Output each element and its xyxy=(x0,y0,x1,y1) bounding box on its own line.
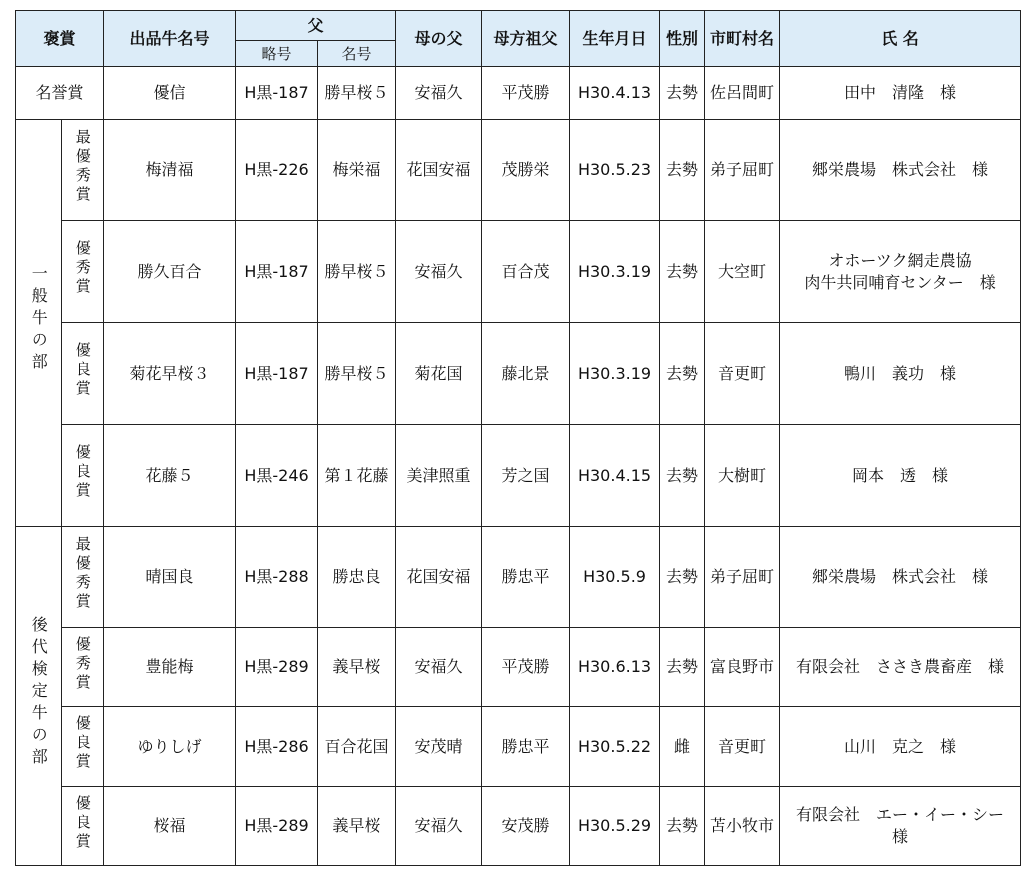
table-row xyxy=(16,323,1021,425)
award-cell: 優良賞 xyxy=(62,787,104,866)
award-cell: 優良賞 xyxy=(62,707,104,787)
municipality-cell: 音更町 xyxy=(705,707,780,787)
dam-sire-cell: 花国安福 xyxy=(396,120,482,221)
birthdate-cell: H30.5.9 xyxy=(570,527,660,628)
header-maternal-grandsire: 母方祖父 xyxy=(482,11,570,67)
grandsire-cell: 茂勝栄 xyxy=(482,120,570,221)
dam-sire-cell: 安福久 xyxy=(396,787,482,866)
grandsire-cell: 平茂勝 xyxy=(482,67,570,120)
sire-name-cell: 勝早桜５ xyxy=(318,323,396,425)
sire-name-cell: 義早桜 xyxy=(318,787,396,866)
sire-name-cell: 勝早桜５ xyxy=(318,67,396,120)
header-sire-name: 名号 xyxy=(318,41,396,67)
grandsire-cell: 勝忠平 xyxy=(482,707,570,787)
bull-name-cell: 桜福 xyxy=(104,787,236,866)
owner-cell: 山川 克之 様 xyxy=(780,707,1021,787)
table-row xyxy=(16,120,1021,221)
table-row xyxy=(16,527,1021,628)
sire-name-cell: 勝早桜５ xyxy=(318,221,396,323)
grandsire-cell: 百合茂 xyxy=(482,221,570,323)
header-birthdate: 生年月日 xyxy=(570,11,660,67)
owner-cell: 郷栄農場 株式会社 様 xyxy=(780,120,1021,221)
birthdate-cell: H30.6.13 xyxy=(570,628,660,707)
award-cell: 名誉賞 xyxy=(16,67,104,120)
header-sex: 性別 xyxy=(660,11,705,67)
table-row xyxy=(16,628,1021,707)
sire-name-cell: 義早桜 xyxy=(318,628,396,707)
sire-abbr-cell: H黒-187 xyxy=(236,67,318,120)
dam-sire-cell: 安福久 xyxy=(396,221,482,323)
birthdate-cell: H30.5.22 xyxy=(570,707,660,787)
sire-abbr-cell: H黒-288 xyxy=(236,527,318,628)
sire-name-cell: 百合花国 xyxy=(318,707,396,787)
bull-name-cell: 優信 xyxy=(104,67,236,120)
header-award: 褒賞 xyxy=(16,11,104,67)
birthdate-cell: H30.4.15 xyxy=(570,425,660,527)
bull-name-cell: ゆりしげ xyxy=(104,707,236,787)
owner-cell: 岡本 透 様 xyxy=(780,425,1021,527)
table-row xyxy=(16,707,1021,787)
grandsire-cell: 芳之国 xyxy=(482,425,570,527)
sire-abbr-cell: H黒-226 xyxy=(236,120,318,221)
owner-cell: 有限会社 ささき農畜産 様 xyxy=(780,628,1021,707)
header-sire: 父 xyxy=(236,11,396,41)
bull-name-cell: 花藤５ xyxy=(104,425,236,527)
birthdate-cell: H30.5.29 xyxy=(570,787,660,866)
sire-abbr-cell: H黒-289 xyxy=(236,787,318,866)
sire-abbr-cell: H黒-187 xyxy=(236,221,318,323)
bull-name-cell: 勝久百合 xyxy=(104,221,236,323)
award-cell: 最優秀賞 xyxy=(62,527,104,628)
sex-cell: 去勢 xyxy=(660,67,705,120)
sire-abbr-cell: H黒-187 xyxy=(236,323,318,425)
header-bull-name: 出品牛名号 xyxy=(104,11,236,67)
municipality-cell: 佐呂間町 xyxy=(705,67,780,120)
sire-abbr-cell: H黒-289 xyxy=(236,628,318,707)
header-owner: 氏 名 xyxy=(780,11,1021,67)
bull-name-cell: 晴国良 xyxy=(104,527,236,628)
birthdate-cell: H30.5.23 xyxy=(570,120,660,221)
sex-cell: 去勢 xyxy=(660,527,705,628)
grandsire-cell: 藤北景 xyxy=(482,323,570,425)
sire-abbr-cell: H黒-286 xyxy=(236,707,318,787)
sire-name-cell: 勝忠良 xyxy=(318,527,396,628)
birthdate-cell: H30.3.19 xyxy=(570,221,660,323)
owner-cell: 郷栄農場 株式会社 様 xyxy=(780,527,1021,628)
sex-cell: 去勢 xyxy=(660,120,705,221)
header-sire-abbr: 略号 xyxy=(236,41,318,67)
dam-sire-cell: 安福久 xyxy=(396,67,482,120)
sex-cell: 去勢 xyxy=(660,787,705,866)
header-dam-sire: 母の父 xyxy=(396,11,482,67)
birthdate-cell: H30.3.19 xyxy=(570,323,660,425)
municipality-cell: 富良野市 xyxy=(705,628,780,707)
dam-sire-cell: 美津照重 xyxy=(396,425,482,527)
owner-cell: 田中 清隆 様 xyxy=(780,67,1021,120)
grandsire-cell: 勝忠平 xyxy=(482,527,570,628)
municipality-cell: 音更町 xyxy=(705,323,780,425)
owner-cell: オホーツク網走農協 肉牛共同哺育センター 様 xyxy=(780,221,1021,323)
dam-sire-cell: 安福久 xyxy=(396,628,482,707)
grandsire-cell: 平茂勝 xyxy=(482,628,570,707)
municipality-cell: 弟子屈町 xyxy=(705,120,780,221)
award-cell: 優秀賞 xyxy=(62,221,104,323)
birthdate-cell: H30.4.13 xyxy=(570,67,660,120)
grandsire-cell: 安茂勝 xyxy=(482,787,570,866)
award-cell: 優秀賞 xyxy=(62,628,104,707)
sex-cell: 雌 xyxy=(660,707,705,787)
dam-sire-cell: 菊花国 xyxy=(396,323,482,425)
bull-name-cell: 菊花早桜３ xyxy=(104,323,236,425)
sire-abbr-cell: H黒-246 xyxy=(236,425,318,527)
owner-cell: 鴨川 義功 様 xyxy=(780,323,1021,425)
bull-name-cell: 梅清福 xyxy=(104,120,236,221)
award-results-table xyxy=(15,10,1021,866)
section-label-general: 一般牛の部 xyxy=(16,120,62,527)
award-cell: 優良賞 xyxy=(62,323,104,425)
dam-sire-cell: 花国安福 xyxy=(396,527,482,628)
sex-cell: 去勢 xyxy=(660,323,705,425)
sex-cell: 去勢 xyxy=(660,425,705,527)
municipality-cell: 弟子屈町 xyxy=(705,527,780,628)
sex-cell: 去勢 xyxy=(660,221,705,323)
sex-cell: 去勢 xyxy=(660,628,705,707)
municipality-cell: 大樹町 xyxy=(705,425,780,527)
dam-sire-cell: 安茂晴 xyxy=(396,707,482,787)
owner-cell: 有限会社 エー・イー・シー 様 xyxy=(780,787,1021,866)
award-cell: 優良賞 xyxy=(62,425,104,527)
sire-name-cell: 第１花藤 xyxy=(318,425,396,527)
municipality-cell: 大空町 xyxy=(705,221,780,323)
municipality-cell: 苫小牧市 xyxy=(705,787,780,866)
award-cell: 最優秀賞 xyxy=(62,120,104,221)
section-label-progeny: 後代検定牛の部 xyxy=(16,527,62,866)
header-municipality: 市町村名 xyxy=(705,11,780,67)
sire-name-cell: 梅栄福 xyxy=(318,120,396,221)
table-row xyxy=(16,67,1021,120)
table-row xyxy=(16,221,1021,323)
table-row xyxy=(16,787,1021,866)
table-row xyxy=(16,425,1021,527)
bull-name-cell: 豊能梅 xyxy=(104,628,236,707)
